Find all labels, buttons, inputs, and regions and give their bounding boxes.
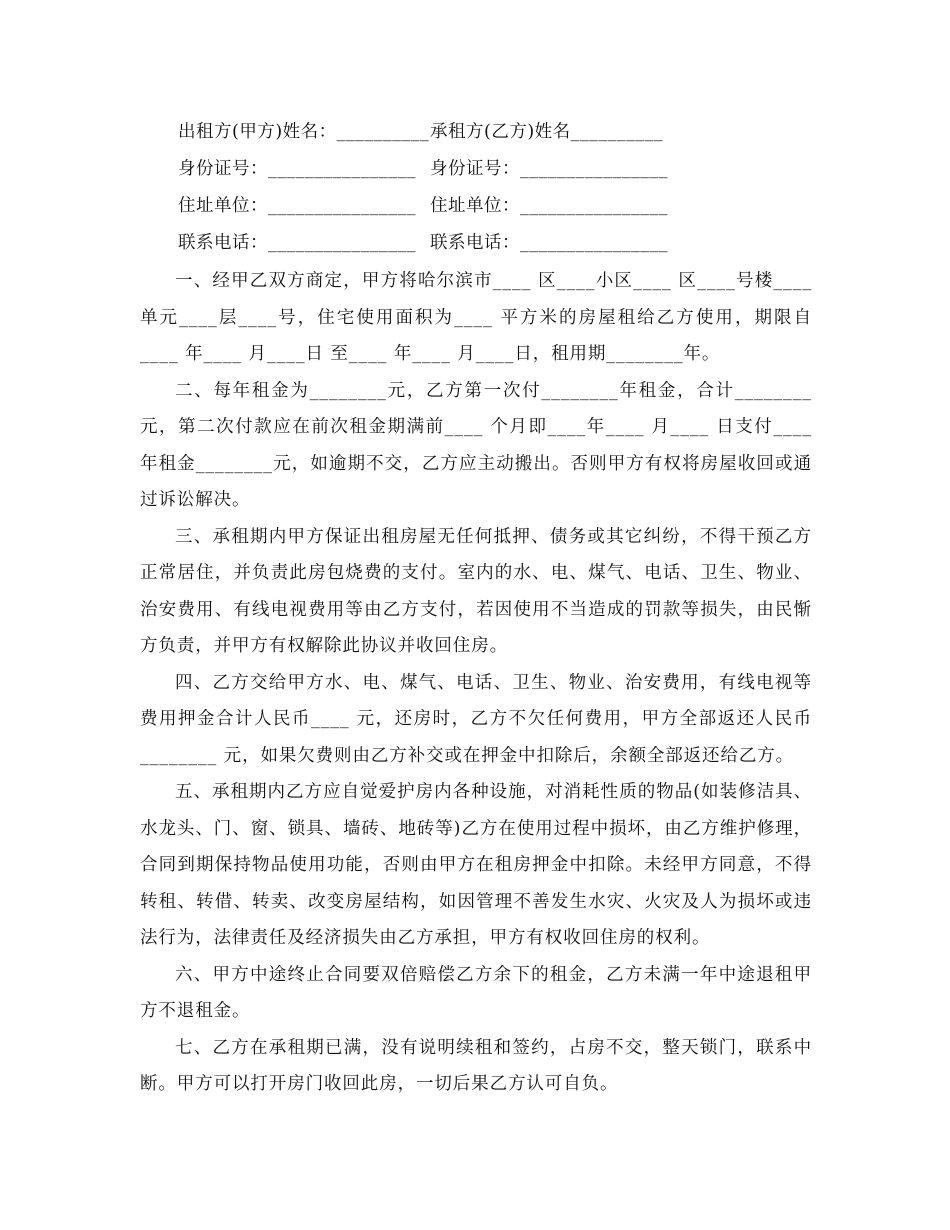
party-row-phone [178,229,818,266]
clause-2-rent-payment: 二、每年租金为________元，乙方第一次付________年租金，合计________元，第二次付款应在前次租金期满前____ 个月即____年____ 月____ 日支付____年租金________元，如逾期不交，乙方应主动搬出。否则甲方有权将房屋收回或通过诉讼解决。 [140,380,812,510]
party-row-id [178,155,818,192]
party-info-block [178,118,818,266]
clause-7-expiry: 七、乙方在承租期已满，没有说明续租和签约，占房不交，整天锁门，联系中断。甲方可以打开房门收回此房，一切后果乙方认可自负。 [140,1037,812,1094]
party-row-name [178,118,818,155]
clause-6-termination: 六、甲方中途终止合同要双倍赔偿乙方余下的租金，乙方未满一年中途退租甲方不退租金。 [140,964,812,1021]
lessor-address-field: 住址单位：________________ [178,196,416,216]
clause-1-lease-term: 一、经甲乙双方商定，甲方将哈尔滨市____ 区____小区____ 区____号楼____单元____层____号，住宅使用面积为____ 平方米的房屋租给乙方使用，期限自____ 年____ 月____日 至____ 年____ 月____日，租用期________年。 [140,271,812,364]
contract-clauses [140,263,812,1103]
lessee-id-field: 身份证号：________________ [430,159,668,179]
clause-3-lessor-guarantee: 三、承租期内甲方保证出租房屋无任何抵押、债务或其它纠纷，不得干预乙方正常居住，并负责此房包烧费的支付。室内的水、电、煤气、电话、卫生、物业、治安费用、有线电视费用等由乙方支付，若因使用不当造成的罚款等损失，由民惭方负责，并甲方有权解除此协议并收回住房。 [140,526,812,656]
clause-4-deposit: 四、乙方交给甲方水、电、煤气、电话、卫生、物业、治安费用，有线电视等费用押金合计人民币____ 元，还房时，乙方不欠任何费用，甲方全部返还人民币________ 元，如果欠费则由乙方补交或在押金中扣除后，余额全部返还给乙方。 [140,672,812,766]
clause-5-facilities: 五、承租期内乙方应自觉爱护房内各种设施，对消耗性质的物品(如装修洁具、水龙头、门、窗、锁具、墙砖、地砖等)乙方在使用过程中损坏，由乙方维护修理，合同到期保持物品使用功能，否则由甲方在租房押金中扣除。未经甲方同意，不得转租、转借、转卖、改变房屋结构，如因管理不善发生水灾、火灾及人为损坏或违法行为，法律责任及经济损失由乙方承担，甲方有权收回住房的权利。 [140,782,812,948]
lessee-address-field: 住址单位：________________ [430,196,668,216]
lessee-name-field: 承租方(乙方)姓名__________ [430,122,664,142]
lessor-name-field: 出租方(甲方)姓名：__________ [178,122,430,142]
lessor-id-field: 身份证号：________________ [178,159,416,179]
lessor-phone-field: 联系电话：________________ [178,233,416,253]
lessee-phone-field: 联系电话：________________ [430,233,668,253]
party-row-address [178,192,818,229]
